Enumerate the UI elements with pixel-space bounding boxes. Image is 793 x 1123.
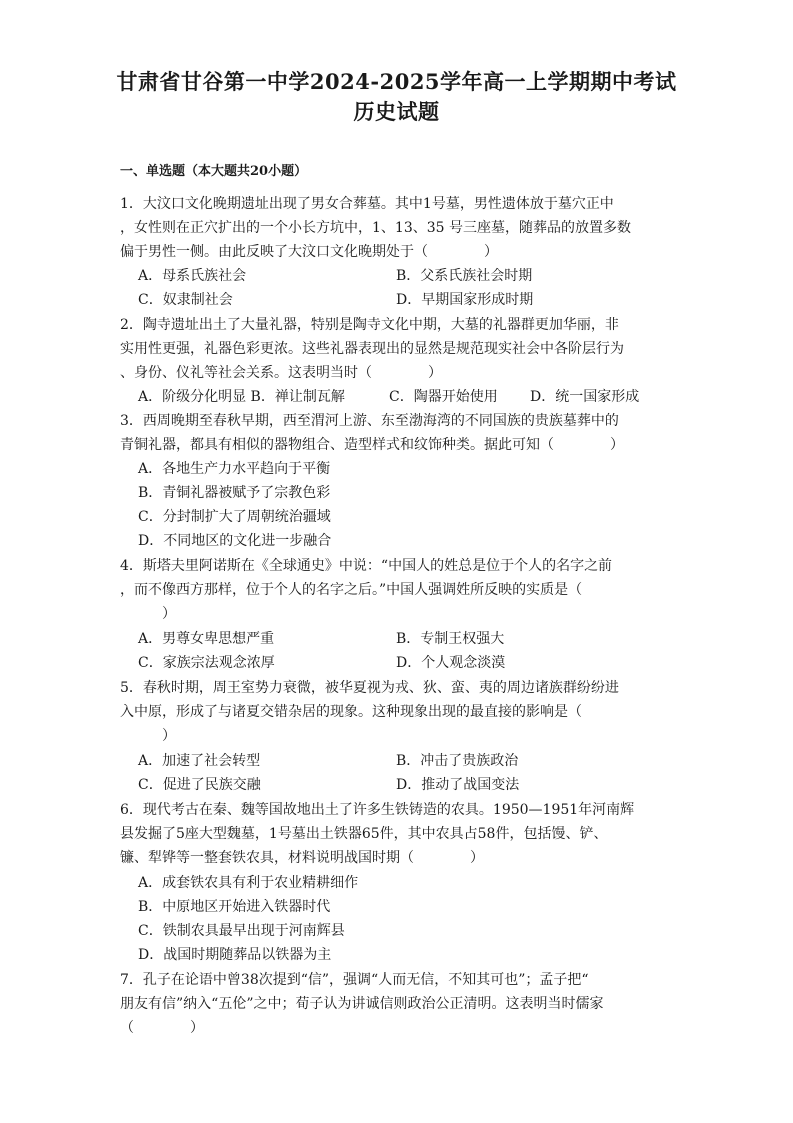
question-3-option-a[interactable]: A．各地生产力水平趋向于平衡 xyxy=(138,461,331,477)
question-2-option-d[interactable]: D．统一国家形成 xyxy=(530,389,640,405)
question-1-option-c[interactable]: C．奴隶制社会 xyxy=(138,292,233,308)
question-5-line-3: ） xyxy=(120,728,176,744)
question-2-line-2: 实用性更强，礼器色彩更浓。这些礼器表现出的显然是规范现实社会中各阶层行为 xyxy=(120,341,624,357)
exam-title-line2: 历史试题 xyxy=(353,99,440,124)
question-1-line-2: ，女性则在正穴扩出的一个小长方坑中，1、13、35 号三座墓，随葬品的放置多数 xyxy=(120,220,631,236)
question-3-line-1: 3．西周晚期至春秋早期，西至渭河上游、东至渤海湾的不同国族的贵族墓葬中的 xyxy=(120,413,619,429)
question-6-option-b[interactable]: B．中原地区开始进入铁器时代 xyxy=(138,899,331,915)
question-5-line-1: 5．春秋时期，周王室势力衰微，被华夏视为戎、狄、蛮、夷的周边诸族群纷纷进 xyxy=(120,680,619,696)
question-6-line-2: 县发掘了5座大型魏墓，1号墓出土铁器65件，其中农具占58件，包括馒、铲、 xyxy=(120,826,608,842)
question-7-line-1: 7．孔子在论语中曾38次提到“信”，强调“人而无信，不知其可也”；孟子把“ xyxy=(120,972,589,988)
question-5-option-b[interactable]: B．冲击了贵族政治 xyxy=(396,753,519,769)
question-4-line-3: ） xyxy=(120,606,176,622)
question-4-option-c[interactable]: C．家族宗法观念浓厚 xyxy=(138,655,275,671)
question-2-option-c[interactable]: C．陶器开始使用 xyxy=(389,389,498,405)
question-4-option-a[interactable]: A．男尊女卑思想严重 xyxy=(138,631,275,647)
question-1-line-1: 1．大汶口文化晚期遗址出现了男女合葬墓。其中1号墓，男性遗体放于墓穴正中 xyxy=(120,196,614,212)
question-3-line-2: 青铜礼器，都具有相似的器物组合、造型样式和纹饰种类。据此可知（ ） xyxy=(120,437,624,453)
question-3-option-b[interactable]: B．青铜礼器被赋予了宗教色彩 xyxy=(138,485,331,501)
question-6-option-d[interactable]: D．战国时期随葬品以铁器为主 xyxy=(138,947,332,963)
question-4-line-1: 4．斯塔夫里阿诺斯在《全球通史》中说：“中国人的姓总是位于个人的名字之前 xyxy=(120,558,613,574)
question-6-line-3: 镰、犁铧等一整套铁农具，材料说明战国时期（ ） xyxy=(120,850,484,866)
question-6-line-1: 6．现代考古在秦、魏等国故地出土了许多生铁铸造的农具。1950—1951年河南辉 xyxy=(120,802,635,818)
question-1-line-3: 偏于男性一侧。由此反映了大汶口文化晚期处于（ ） xyxy=(120,244,498,260)
question-1-option-a[interactable]: A．母系氏族社会 xyxy=(138,268,247,284)
question-2-option-ab[interactable]: A．阶级分化明显 B．禅让制瓦解 xyxy=(138,389,345,405)
question-5-option-d[interactable]: D．推动了战国变法 xyxy=(396,777,520,793)
question-2-line-3: 、身份、仪礼等社会关系。这表明当时（ ） xyxy=(120,365,442,381)
question-4-option-b[interactable]: B．专制王权强大 xyxy=(396,631,505,647)
question-1-option-d[interactable]: D．早期国家形成时期 xyxy=(396,292,534,308)
question-5-line-2: 入中原，形成了与诸夏交错杂居的现象。这种现象出现的最直接的影响是（ xyxy=(120,704,582,720)
question-5-option-c[interactable]: C．促进了民族交融 xyxy=(138,777,261,793)
question-5-option-a[interactable]: A．加速了社会转型 xyxy=(138,753,261,769)
question-1-option-b[interactable]: B．父系氏族社会时期 xyxy=(396,268,533,284)
question-3-option-c[interactable]: C．分封制扩大了周朝统治疆域 xyxy=(138,509,331,525)
question-3-option-d[interactable]: D．不同地区的文化进一步融合 xyxy=(138,533,332,549)
question-4-line-2: ，而不像西方那样，位于个人的名字之后。”中国人强调姓所反映的实质是（ xyxy=(120,582,583,598)
question-6-option-a[interactable]: A．成套铁农具有利于农业精耕细作 xyxy=(138,875,359,891)
exam-title-line1: 甘肃省甘谷第一中学2024-2025学年高一上学期期中考试 xyxy=(116,69,677,94)
question-6-option-c[interactable]: C．铁制农具最早出现于河南辉县 xyxy=(138,923,345,939)
question-7-line-3: （ ） xyxy=(120,1020,204,1036)
section-heading: 一、单选题（本大题共20小题） xyxy=(120,164,308,179)
question-4-option-d[interactable]: D．个人观念淡漠 xyxy=(396,655,506,671)
question-2-line-1: 2．陶寺遗址出土了大量礼器，特别是陶寺文化中期，大墓的礼器群更加华丽，非 xyxy=(120,317,619,333)
question-7-line-2: 朋友有信”纳入“五伦”之中；荀子认为讲诚信则政治公正清明。这表明当时儒家 xyxy=(120,996,604,1012)
